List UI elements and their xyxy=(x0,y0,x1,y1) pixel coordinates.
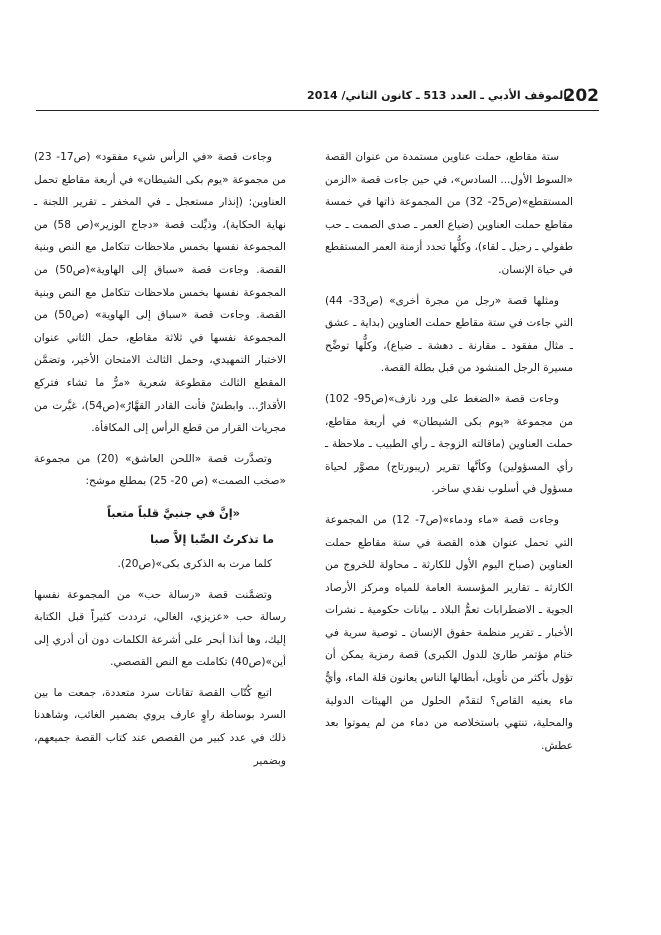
right-column xyxy=(325,146,573,765)
verse-line-1: «إنَّ في جنبيَّ قلباً متعباً xyxy=(107,505,240,520)
paragraph: ستة مقاطع، حملت عناوين مستمدة من عنوان القصة «السوط الأول... السادس»، في حين جاءت قصة «الزمن المستقطع»(ص25- 32) من المجموعة ذاتها في خمسة مقاطع حملت العناوين (ضياع العمر ـ صدى الصمت ـ حب طفولي ـ رحيل ـ لقاء)، وكلُّها تحدد أزمنة العمر المستقطع في حياة الإنسان. xyxy=(325,151,573,276)
paragraph: وجاءت قصة «ماء ودماء»(ص7- 12) من المجموعة التي تحمل عنوان هذه القصة في ستة مقاطع حملت العناوين (صباح اليوم الأول للكارثة ـ محاولة للخروج من الكارثة ـ تقارير المؤسسة العامة للمياه ومركز الأرصاد الجوية ـ الاضطرابات تعمُّ البلاد ـ بيانات حكومية ـ نشرات الأخبار ـ تقرير منظمة حقوق الإنسان ـ توصية سرية في ختام مؤتمر طارئ للدول الكبرى) قصة رمزية يمكن أن تؤول بأكثر من تأويل، أبطالها الناس يعانون قلة الماء، وأيُّ ماء يعنيه القاص؟ لتقدّم الحلول من الهيئات الدولية والمحلية، تنتهي باستخلاصه من دماء من لم يموتوا بعد عطش. xyxy=(325,513,573,752)
paragraph: وتضمَّنت قصة «رسالة حب» من المجموعة نفسها رسالة حب «عزيزي، الغالي، ترددت كثيراً قبل الكتابة إليك، وها أنذا أبحر على أشرعة الكلمات دون أن أدري إلى أين»(ص40) تكاملت مع النص القصصي. xyxy=(34,588,286,669)
paragraph: ومثلها قصة «رجل من مجرة أخرى» (ص33- 44) التي جاءت في ستة مقاطع حملت العناوين (بداية ـ عشق ـ مثال مفقود ـ مقارنة ـ دهشة ـ ضياع)، وكلُّها توضِّح مسيرة الرجل المنشود من قبل بطلة القصة. xyxy=(325,294,573,375)
running-head: الموقف الأدبي ـ العدد 513 ـ كانون الثاني/ 2014 xyxy=(307,89,567,102)
paragraph: اتبع كُتّاب القصة تقانات سرد متعددة، جمعت ما بين السرد بوساطة راوٍ عارف يروي بضمير الغائب، وشاهدنا ذلك في عدد كبير من القصص عند كتاب القصة جميعهم، وبضمير xyxy=(34,686,286,767)
page-number: 202 xyxy=(563,86,599,106)
header-rule xyxy=(36,110,599,111)
paragraph: كلما مرت به الذكرى بكى»(ص20). xyxy=(117,557,272,570)
page-header xyxy=(36,84,599,110)
paragraph: وجاءت قصة «الضغط على ورد نازف»(ص95- 102) من مجموعة «يوم بكى الشيطان» في أربعة مقاطع، حملت العناوين (ماقالته الزوجة ـ رأي الطبيب ـ ملاحظة ـ رأي المسؤولين) وكأنَّها تقرير (ريبورتاج) مصوَّر لحياة مسؤول في أسلوب نقدي ساخر. xyxy=(325,392,573,496)
verse-line-2: ما تذكرتُ الصِّبا إلاَّ صبا xyxy=(150,531,274,546)
paragraph: وجاءت قصة «في الرأس شيء مفقود» (ص17- 23) من مجموعة «يوم بكى الشيطان» في أربعة مقاطع تحمل العناوين: (إنذار مستعجل ـ في المخفر ـ تقرير اللجنة ـ نهاية الحكاية)، وذيِّلت قصة «دجاج الوزير»(ص 58) من المجموعة نفسها بخمس ملاحظات تتكامل مع النص وبنية القصة. وجاءت قصة «سباق إلى الهاوية»(ص50) من المجموعة نفسها بخمس ملاحظات تتكامل مع النص وبنية القصة. وجاءت قصة «سباق إلى الهاوية» (ص50) من المجموعة نفسها في ثلاثة مقاطع، حمل الثاني عنوان الاختبار التمهيدي، وحمل الثالث الامتحان الأخير، وتضمَّن المقطع الثالث مقطوعة شعرية «مرُّ ما تشاء فتركع الأقدارُ... وابطشْ فأنت القادر القهَّارُ»(ص54)، غيَّرت من مجريات القرار من قطع الرأس إلى المكافأة. xyxy=(34,151,286,435)
left-column xyxy=(34,146,286,780)
paragraph: وتصدَّرت قصة «اللحن العاشق» (20) من مجموعة «صخب الصمت» (ص 20- 25) بمطلع موشح: xyxy=(34,452,286,488)
